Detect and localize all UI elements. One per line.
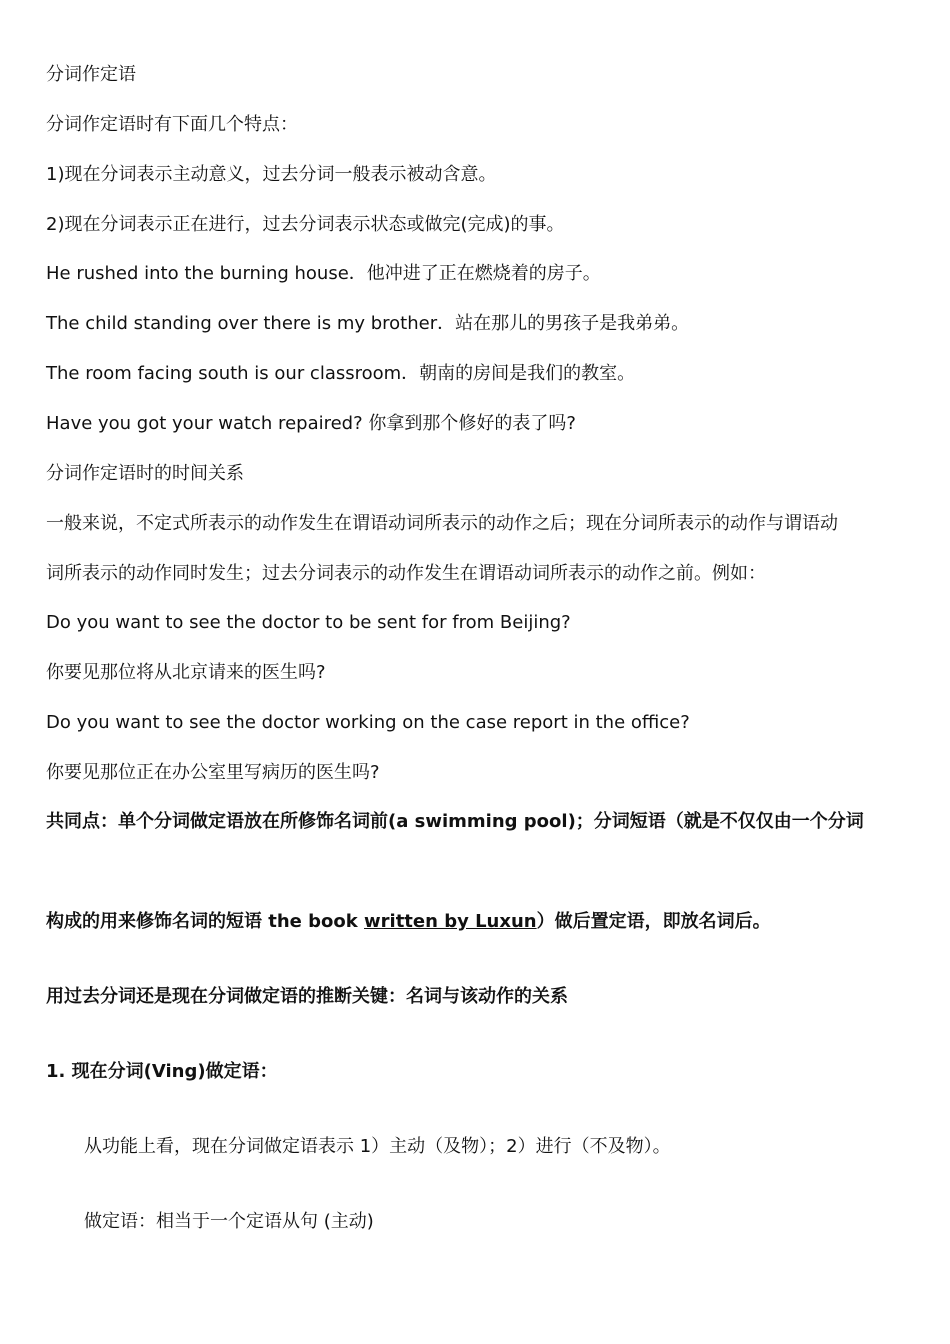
doc-line-title: 分词作定语 bbox=[46, 64, 136, 85]
doc-line-example-6: Do you want to see the doctor working on the case report in the office? bbox=[46, 712, 690, 733]
doc-line-example-3: The room facing south is our classroom．朝南的房间是我们的教室。 bbox=[46, 363, 636, 384]
doc-line-feature-2: 2)现在分词表示正在进行，过去分词表示状态或做完(完成)的事。 bbox=[46, 214, 565, 235]
doc-line-section-1-heading: 1. 现在分词(Ving)做定语： bbox=[46, 1061, 278, 1082]
doc-line-common-point: 共同点：单个分词做定语放在所修饰名词前(a swimming pool)；分词短语（就是不仅仅由一个分词 bbox=[46, 811, 864, 832]
doc-line-key-judgment: 用过去分词还是现在分词做定语的推断关键：名词与该动作的关系 bbox=[46, 986, 568, 1007]
doc-line-time-desc-2: 词所表示的动作同时发生；过去分词表示的动作发生在谓语动词所表示的动作之前。例如： bbox=[46, 563, 766, 584]
doc-line-feature-1: 1)现在分词表示主动意义，过去分词一般表示被动含意。 bbox=[46, 164, 497, 185]
doc-line-example-2: The child standing over there is my brother．站在那儿的男孩子是我弟弟。 bbox=[46, 313, 690, 334]
doc-line-example-1: He rushed into the burning house．他冲进了正在燃烧着的房子。 bbox=[46, 263, 601, 284]
doc-text-segment: 构成的用来修饰名词的短语 the book bbox=[46, 911, 365, 932]
doc-line-function-desc: 从功能上看，现在分词做定语表示 1）主动（及物）；2）进行（不及物）。 bbox=[84, 1136, 671, 1157]
doc-line-example-6-cn: 你要见那位正在办公室里写病历的医生吗? bbox=[46, 762, 380, 783]
doc-line-time-desc-1: 一般来说，不定式所表示的动作发生在谓语动词所表示的动作之后；现在分词所表示的动作与谓语动 bbox=[46, 513, 838, 534]
doc-line-features-intro: 分词作定语时有下面几个特点： bbox=[46, 114, 298, 135]
doc-line-example-4: Have you got your watch repaired? 你拿到那个修好的表了吗? bbox=[46, 413, 576, 434]
doc-line-example-5: Do you want to see the doctor to be sent for from Beijing? bbox=[46, 612, 571, 633]
doc-line-common-point-cont bbox=[46, 910, 771, 934]
doc-text-segment: ）做后置定语，即放名词后。 bbox=[536, 911, 771, 932]
doc-line-time-heading: 分词作定语时的时间关系 bbox=[46, 463, 244, 484]
doc-line-attributive-clause: 做定语：相当于一个定语从句 (主动) bbox=[84, 1211, 374, 1232]
doc-line-example-5-cn: 你要见那位将从北京请来的医生吗? bbox=[46, 662, 326, 683]
doc-underlined-phrase: written by Luxun bbox=[364, 911, 537, 932]
